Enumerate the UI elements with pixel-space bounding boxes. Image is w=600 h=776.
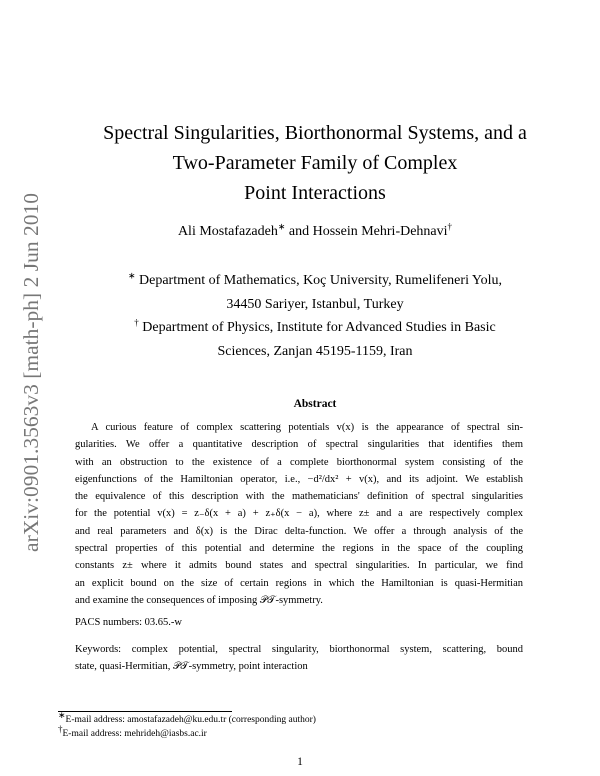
abstract-line: and examine the consequences of imposing 𝒫𝒯-symmetry. [75, 594, 323, 606]
footnote [58, 723, 316, 742]
affiliation-line: Sciences, Zanjan 45195-1159, Iran [217, 343, 413, 359]
affiliation-line: 34450 Sariyer, Istanbul, Turkey [226, 296, 404, 312]
footnote-mark: ∗ [58, 709, 66, 720]
abstract-line: gularities. We offer a quantitative description of spectral singularities that identifies them [75, 439, 523, 451]
footnote-mark: ∗ [277, 221, 286, 232]
title-line: Spectral Singularities, Biorthonormal Systems, and a [103, 122, 527, 144]
keywords [75, 641, 523, 676]
arxiv-id: arXiv:0901.3563v3 [math-ph] 2 Jun 2010 [18, 192, 43, 552]
arxiv-stamp [17, 192, 45, 552]
footnote-divider [58, 711, 232, 712]
abstract-heading: Abstract [293, 398, 337, 410]
abstract-line: for the potential v(x) = z₋δ(x + a) + z₊δ(x − a), where z± and a are respectively complex [75, 508, 523, 520]
paper-title [60, 118, 570, 208]
footnote-mark: † [58, 723, 63, 734]
footnote-mark: † [447, 221, 453, 232]
abstract-line: with an obstruction to the existence of a complete biorthonormal system consisting of the [75, 456, 523, 468]
affiliation-line: ∗ Department of Mathematics, Koç University, Rumelifeneri Yolu, [127, 270, 503, 288]
abstract-line: A curious feature of complex scattering potentials v(x) is the appearance of spectral sin- [91, 422, 523, 433]
title-line: Point Interactions [244, 182, 386, 204]
abstract-line: the equivalence of this description with the mathematicians' definition of spectral singularities [75, 491, 523, 503]
keywords-line: Keywords: complex potential, spectral singularity, biorthonormal system, scattering, bound [75, 644, 523, 655]
footnotes [58, 709, 316, 741]
footnote [58, 709, 316, 728]
author-name: Hossein Mehri-Dehnavi [312, 224, 448, 239]
affiliations [60, 269, 570, 363]
abstract-line: constants z± where it admits bound states and spectral singularities. In particular, we find [75, 560, 523, 572]
author-list [60, 221, 570, 240]
abstract-line: and real parameters and δ(x) is the Dirac delta-function. We offer a through analysis of the [75, 525, 523, 537]
abstract-line: eigenfunctions of the Hamiltonian operator, i.e., −d²/dx² + v(x), and its adjoint. We establish [75, 473, 523, 485]
affiliation-line: † Department of Physics, Institute for Advanced Studies in Basic [134, 317, 496, 335]
footnote-text: E-mail address: mehrideh@iasbs.ac.ir [62, 728, 207, 739]
abstract-body [75, 419, 523, 609]
pacs-numbers: PACS numbers: 03.65.-w [75, 617, 182, 628]
page-number: 1 [297, 756, 303, 768]
affiliation-mark: ∗ [127, 270, 136, 281]
abstract-line: an explicit bound on the size of certain regions in which the Hamiltonian is quasi-Hermitian [75, 577, 523, 589]
affiliation-mark: † [134, 317, 139, 328]
title-line: Two-Parameter Family of Complex [172, 152, 458, 174]
keywords-line: state, quasi-Hermitian, 𝒫𝒯-symmetry, point interaction [75, 661, 308, 673]
footnote-text: E-mail address: amostafazadeh@ku.edu.tr (corresponding author) [65, 715, 316, 725]
author-name: Ali Mostafazadeh [177, 224, 278, 239]
author-connector: and [285, 224, 313, 239]
abstract-line: spectral properties of this potential and determine the regions in the space of the coupling [75, 543, 523, 555]
